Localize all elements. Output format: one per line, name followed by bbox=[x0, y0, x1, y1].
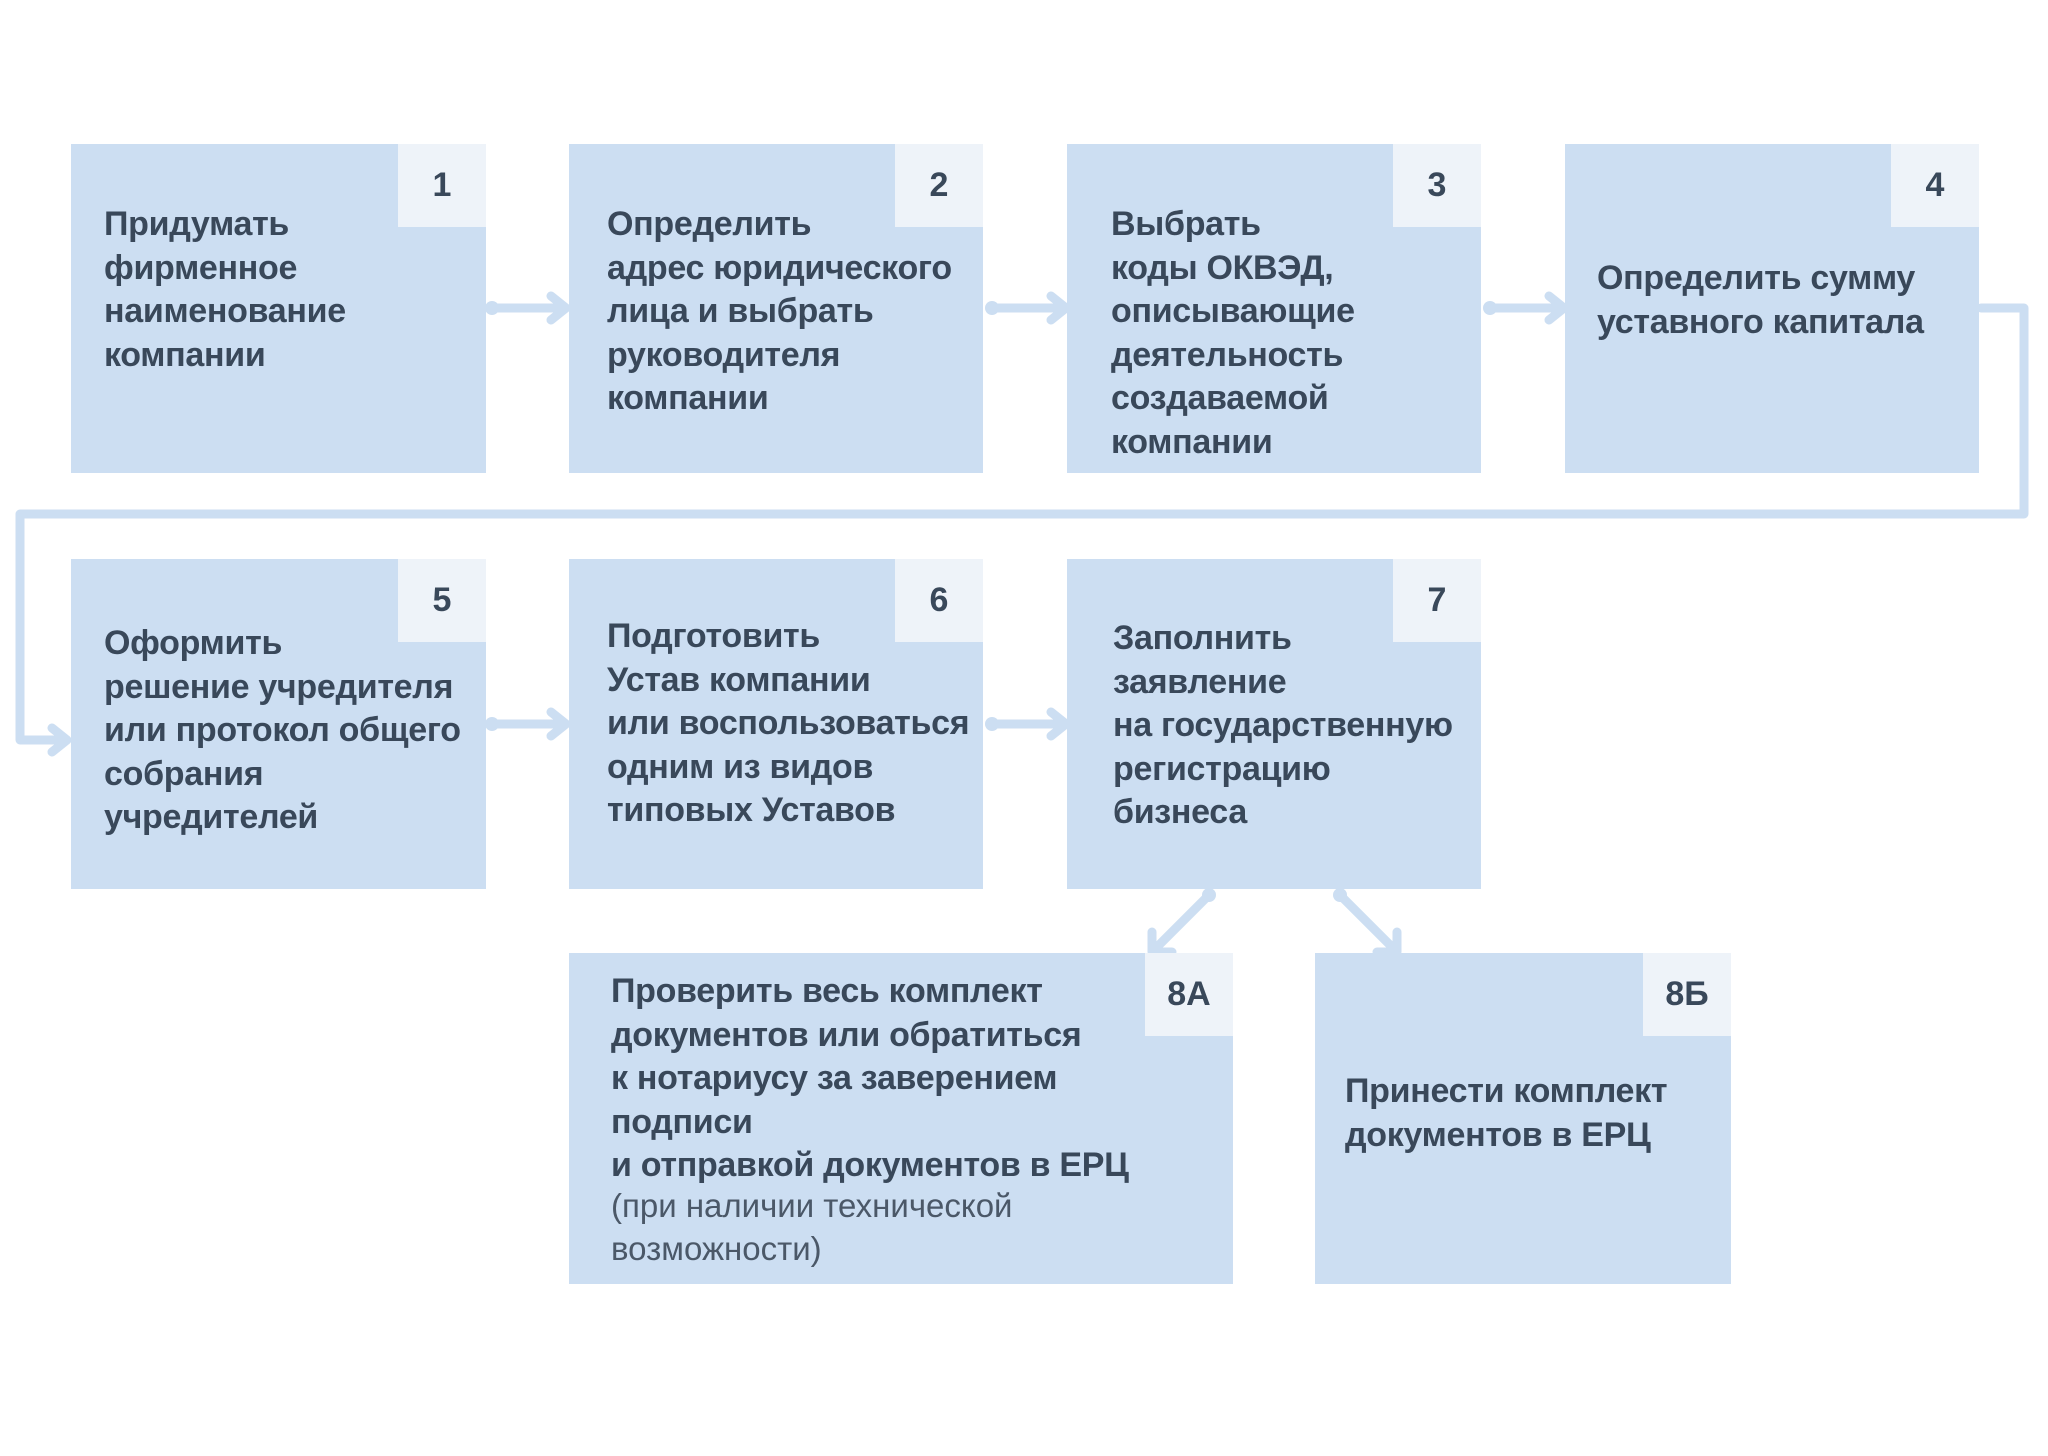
step-box-1 bbox=[71, 144, 486, 473]
step-box-3 bbox=[1067, 144, 1481, 473]
step-text-2: Определить адрес юридического лица и выбрать руководителя компании bbox=[607, 205, 952, 417]
step-text-7: Заполнить заявление на государственную регистрацию бизнеса bbox=[1113, 619, 1453, 831]
step-text-4: Определить сумму уставного капитала bbox=[1597, 259, 1924, 341]
step-number-6: 6 bbox=[895, 559, 983, 642]
step-number-2: 2 bbox=[895, 144, 983, 227]
step-number-8b: 8Б bbox=[1643, 953, 1731, 1036]
step-text-1: Придумать фирменное наименование компании bbox=[104, 205, 346, 374]
connector-7-8b bbox=[1340, 895, 1394, 949]
step-box-7 bbox=[1067, 559, 1481, 889]
step-box-5 bbox=[71, 559, 486, 889]
step-text-5: Оформить решение учредителя или протокол общего собрания учредителей bbox=[104, 624, 461, 836]
step-text-8a: Проверить весь комплект документов или обратиться к нотариусу за заверением подписи и отправкой документов в ЕРЦ bbox=[611, 972, 1129, 1184]
step-text-8b: Принести комплект документов в ЕРЦ bbox=[1345, 1072, 1668, 1154]
step-box-8b bbox=[1315, 953, 1731, 1284]
step-number-3: 3 bbox=[1393, 144, 1481, 227]
step-box-2 bbox=[569, 144, 983, 473]
step-text-6: Подготовить Устав компании или воспользоваться одним из видов типовых Уставов bbox=[607, 617, 970, 829]
step-number-8a: 8А bbox=[1145, 953, 1233, 1036]
step-number-5: 5 bbox=[398, 559, 486, 642]
step-box-4 bbox=[1565, 144, 1979, 473]
step-box-6 bbox=[569, 559, 983, 889]
step-text-3: Выбрать коды ОКВЭД, описывающие деятельность создаваемой компании bbox=[1111, 205, 1355, 461]
step-box-8a bbox=[569, 953, 1233, 1284]
step-note-8a: (при наличии технической возможности) bbox=[611, 1187, 1013, 1267]
connector-7-8a bbox=[1155, 895, 1209, 949]
step-number-7: 7 bbox=[1393, 559, 1481, 642]
step-number-4: 4 bbox=[1891, 144, 1979, 227]
step-number-1: 1 bbox=[398, 144, 486, 227]
